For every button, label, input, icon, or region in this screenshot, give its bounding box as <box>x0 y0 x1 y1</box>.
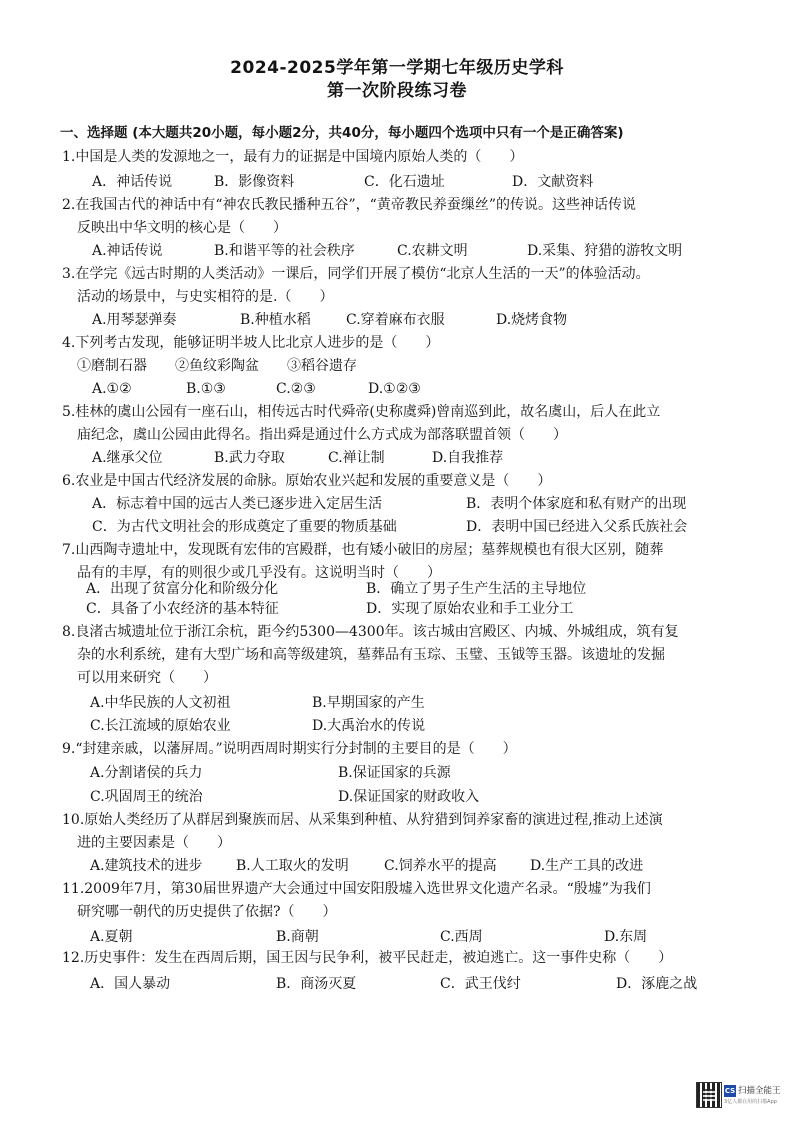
question-7-option-a: A．出现了贫富分化和阶级分化 <box>86 581 279 597</box>
question-10-option-b: B.人工取火的发明 <box>236 858 349 874</box>
question-1-option-a: A．神话传说 <box>92 174 173 190</box>
question-6-option-b: B．表明个体家庭和私有财产的出现 <box>466 496 687 512</box>
scanner-app-slogan: 3亿人都在用的扫描App <box>724 1099 777 1105</box>
question-11-option-a: A.夏朝 <box>90 929 133 945</box>
question-9-option-d: D.保证国家的财政收入 <box>338 789 480 805</box>
question-11-stem: 11.2009年7月，第30届世界遗产大会通过中国安阳殷墟入选世界文化遗产名录。“殷墟”为我们 <box>62 881 651 897</box>
question-1-option-b: B．影像资料 <box>214 174 295 190</box>
question-12-option-b: B．商汤灭夏 <box>276 976 357 992</box>
question-6-option-d: D．表明中国已经进入父系氏族社会 <box>466 519 688 535</box>
question-8-stem-cont-1: 杂的水利系统，建有大型广场和高等级建筑，墓葬品有玉琮、玉璧、玉钺等玉器。该遗址的发掘 <box>77 647 665 663</box>
question-11-option-b: B.商朝 <box>276 929 319 945</box>
question-1-stem: 1.中国是人类的发源地之一，最有力的证据是中国境内原始人类的（ ） <box>62 149 524 165</box>
question-4-option-d: D.①②③ <box>368 381 421 397</box>
question-4-stem: 4.下列考古发现，能够证明半坡人比北京人进步的是（ ） <box>62 335 440 351</box>
question-3-option-c: C.穿着麻布衣服 <box>346 312 445 328</box>
scanner-app-name: 扫描全能王 <box>738 1086 781 1096</box>
question-9-option-c: C.巩固周王的统治 <box>90 789 203 805</box>
question-9-option-b: B.保证国家的兵源 <box>338 765 451 781</box>
question-12-option-d: D．涿鹿之战 <box>616 976 698 992</box>
question-8-stem-cont-2: 可以用来研究（ ） <box>77 670 217 686</box>
question-5-stem-cont: 庙纪念，虞山公园由此得名。指出舜是通过什么方式成为部落联盟首领（ ） <box>77 427 567 443</box>
question-5-option-d: D.自我推荐 <box>432 450 504 466</box>
question-2-option-a: A.神话传说 <box>92 243 163 259</box>
question-2-option-c: C.农耕文明 <box>397 243 468 259</box>
question-7-option-d: D．实现了原始农业和手工业分工 <box>366 601 574 617</box>
question-1-option-d: D．文献资料 <box>512 174 594 190</box>
question-8-option-a: A.中华民族的人文初祖 <box>90 695 231 711</box>
question-3-option-d: D.烧烤食物 <box>496 312 568 328</box>
question-9-stem: 9.“封建亲戚，以藩屏周。”说明西周时期实行分封制的主要目的是（ ） <box>62 741 517 757</box>
question-10-option-a: A.建筑技术的进步 <box>90 858 203 874</box>
question-5-option-b: B.武力夺取 <box>214 450 285 466</box>
question-10-option-d: D.生产工具的改进 <box>530 858 644 874</box>
question-12-option-c: C．武王伐纣 <box>440 976 521 992</box>
question-11-stem-cont: 研究哪一朝代的历史提供了依据?（ ） <box>77 904 337 920</box>
question-2-option-d: D.采集、狩猎的游牧文明 <box>527 243 683 259</box>
question-8-option-c: C.长江流域的原始农业 <box>90 718 231 734</box>
question-7-stem-cont: 品有的丰厚，有的则很少或几乎没有。这说明当时（ ） <box>77 565 441 581</box>
question-11-option-d: D.东周 <box>604 929 648 945</box>
question-6-stem: 6.农业是中国古代经济发展的命脉。原始农业兴起和发展的重要意义是（ ） <box>62 473 552 489</box>
question-1-option-c: C．化石遗址 <box>364 174 445 190</box>
question-10-stem: 10.原始人类经历了从群居到聚族而居、从采集到种植、从狩猎到饲养家畜的演进过程,推动上述演 <box>62 812 663 828</box>
question-11-option-c: C.西周 <box>440 929 483 945</box>
question-8-option-b: B.早期国家的产生 <box>312 695 425 711</box>
question-7-option-c: C．具备了小农经济的基本特征 <box>86 601 279 617</box>
question-5-option-a: A.继承父位 <box>92 450 163 466</box>
qr-code-icon <box>696 1082 722 1108</box>
question-7-stem: 7.山西陶寺遗址中，发现既有宏伟的宫殿群，也有矮小破旧的房屋；墓葬规模也有很大区别，随葬 <box>62 542 664 558</box>
question-9-option-a: A.分割诸侯的兵力 <box>90 765 203 781</box>
question-5-stem: 5.桂林的虞山公园有一座石山，相传远古时代舜帝(史称虞舜)曾南巡到此，故名虞山，后人在此立 <box>62 404 661 420</box>
question-10-option-c: C.饲养水平的提高 <box>384 858 497 874</box>
section-heading: 一、选择题 (本大题共20小题，每小题2分，共40分，每小题四个选项中只有一个是正确答案) <box>60 125 624 141</box>
question-2-stem-cont: 反映出中华文明的核心是（ ） <box>77 220 287 236</box>
question-3-option-b: B.种植水稻 <box>240 312 311 328</box>
question-3-stem-cont: 活动的场景中，与史实相符的是.（ ） <box>77 289 334 305</box>
question-2-option-b: B.和谐平等的社会秩序 <box>214 243 355 259</box>
question-3-stem: 3.在学完《远古时期的人类活动》一课后，同学们开展了模仿“北京人生活的一天”的体验活动。 <box>62 266 650 282</box>
question-8-stem: 8.良渚古城遗址位于浙江余杭，距今约5300—4300年。该古城由宫殿区、内城、外城组成，筑有复 <box>62 624 679 640</box>
question-5-option-c: C.禅让制 <box>328 450 385 466</box>
question-4-option-a: A.①② <box>92 381 132 397</box>
question-8-option-d: D.大禹治水的传说 <box>312 718 426 734</box>
exam-title: 2024-2025学年第一学期七年级历史学科 <box>230 58 564 78</box>
scanner-logo-icon: CS <box>724 1087 736 1095</box>
question-7-option-b: B．确立了男子生产生活的主导地位 <box>366 581 587 597</box>
question-12-stem: 12.历史事件：发生在西周后期，国王因与民争利，被平民赶走，被迫逃亡。这一事件史称（ ） <box>62 950 673 966</box>
question-4-option-b: B.①③ <box>186 381 226 397</box>
question-4-items: ①磨制石器 ②鱼纹彩陶盆 ③稻谷遗存 <box>77 358 357 374</box>
question-3-option-a: A.用琴瑟弹奏 <box>92 312 177 328</box>
question-6-option-c: C．为古代文明社会的形成奠定了重要的物质基础 <box>92 519 397 535</box>
question-10-stem-cont: 进的主要因素是（ ） <box>77 835 231 851</box>
question-6-option-a: A．标志着中国的远古人类已逐步进入定居生活 <box>92 496 383 512</box>
exam-subtitle: 第一次阶段练习卷 <box>327 81 467 101</box>
question-2-stem: 2.在我国古代的神话中有“神农氏教民播种五谷”，“黄帝教民养蚕缫丝”的传说。这些神话传说 <box>62 197 636 213</box>
question-4-option-c: C.②③ <box>276 381 316 397</box>
question-12-option-a: A．国人暴动 <box>90 976 171 992</box>
